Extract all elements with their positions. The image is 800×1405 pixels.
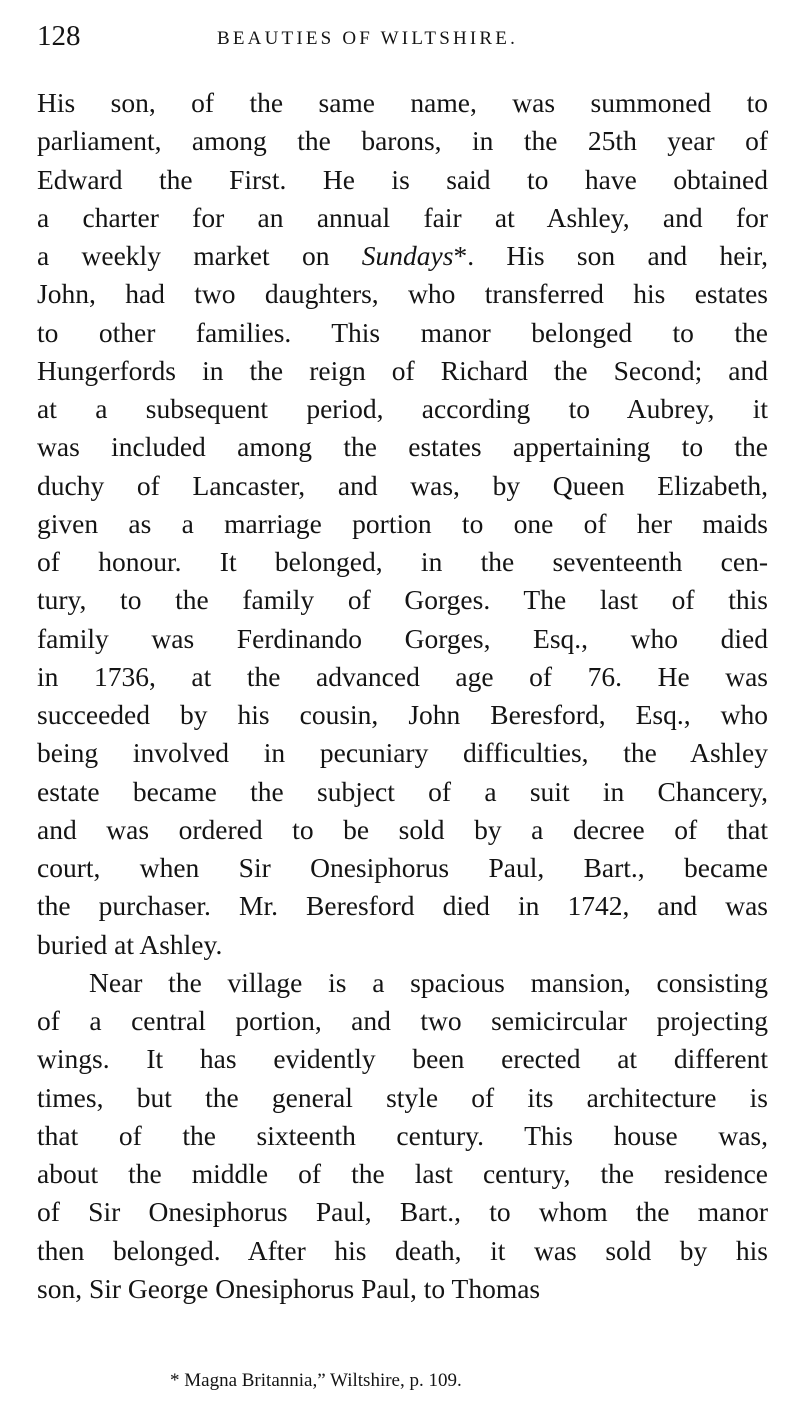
text-line: to other families. This manor belonged to the xyxy=(37,316,768,348)
text-line: tury, to the family of Gorges. The last of this xyxy=(37,584,768,616)
text-line: Edward the First. He is said to have obtained xyxy=(37,163,768,195)
text-line: in 1736, at the advanced age of 76. He was xyxy=(37,660,768,692)
text-line: times, but the general style of its architecture is xyxy=(37,1081,768,1113)
text-line: was included among the estates appertaining to the xyxy=(37,431,768,463)
running-header xyxy=(37,20,768,56)
text-line: and was ordered to be sold by a decree of that xyxy=(37,813,768,845)
text-line: duchy of Lancaster, and was, by Queen Elizabeth, xyxy=(37,469,768,501)
text-segment: *. His son and heir, xyxy=(453,240,768,271)
text-segment: a weekly market on xyxy=(37,240,362,271)
text-line: John, had two daughters, who transferred his estates xyxy=(37,278,768,310)
text-line: family was Ferdinando Gorges, Esq., who died xyxy=(37,622,768,654)
text-line: of honour. It belonged, in the seventeenth cen- xyxy=(37,546,768,577)
text-line: then belonged. After his death, it was sold by his xyxy=(37,1234,768,1266)
text-line: court, when Sir Onesiphorus Paul, Bart., became xyxy=(37,852,768,883)
text-line: son, Sir George Onesiphorus Paul, to Thomas xyxy=(37,1272,541,1304)
text-line: about the middle of the last century, the residence xyxy=(37,1158,768,1189)
paragraph xyxy=(37,84,768,964)
running-title: BEAUTIES OF WILTSHIRE. xyxy=(217,28,519,49)
text-line: the purchaser. Mr. Beresford died in 1742, and was xyxy=(37,890,768,922)
text-line: being involved in pecuniary difficulties, the Ashley xyxy=(37,737,768,769)
text-line: estate became the subject of a suit in Chancery, xyxy=(37,775,768,807)
text-line: of Sir Onesiphorus Paul, Bart., to whom the manor xyxy=(37,1196,768,1228)
text-line: wings. It has evidently been erected at different xyxy=(37,1043,768,1075)
text-line: succeeded by his cousin, John Beresford, Esq., who xyxy=(37,699,768,730)
text-line: given as a marriage portion to one of her maids xyxy=(37,507,768,539)
text-line: parliament, among the barons, in the 25th year of xyxy=(37,125,768,157)
text-line: at a subsequent period, according to Aubrey, it xyxy=(37,393,768,424)
text-line xyxy=(37,237,768,275)
text-line: that of the sixteenth century. This house was, xyxy=(37,1119,768,1151)
text-line: of a central portion, and two semicircular projecting xyxy=(37,1005,768,1036)
text-line: buried at Ashley. xyxy=(37,928,223,960)
text-line: His son, of the same name, was summoned to xyxy=(37,87,768,118)
body-text xyxy=(37,84,768,1308)
text-line: a charter for an annual fair at Ashley, and for xyxy=(37,201,768,233)
italic-text: Sundays xyxy=(361,240,454,271)
paragraph xyxy=(37,964,768,1308)
page-number: 128 xyxy=(37,20,81,52)
text-line: Hungerfords in the reign of Richard the Second; and xyxy=(37,354,768,386)
text-line: Near the village is a spacious mansion, consisting xyxy=(89,966,768,998)
footnote: * Magna Britannia,” Wiltshire, p. 109. xyxy=(170,1370,462,1391)
